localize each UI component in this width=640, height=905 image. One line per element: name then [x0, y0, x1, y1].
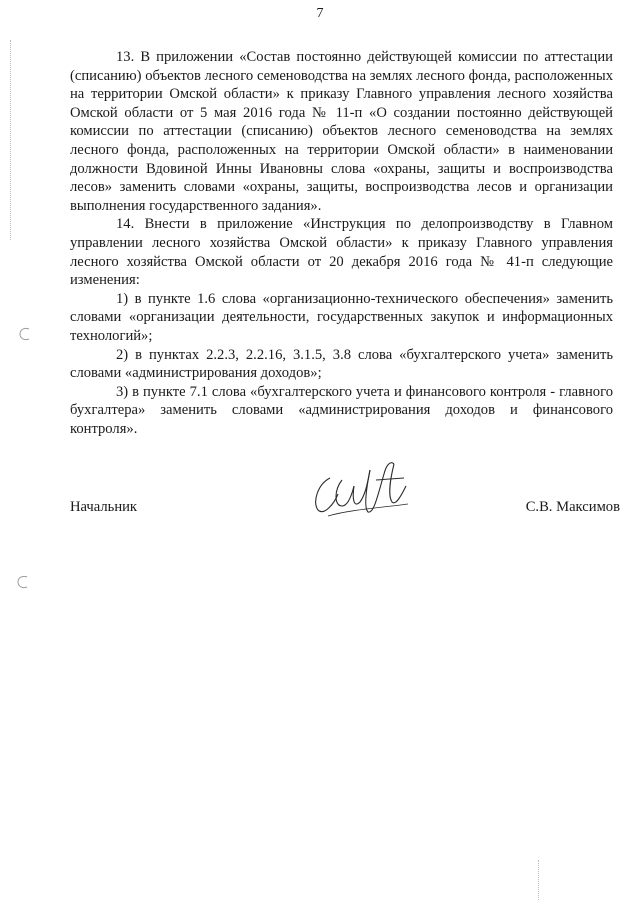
list-item-2: 2) в пунктах 2.2.3, 2.2.16, 3.1.5, 3.8 слова «бухгалтерского учета» заменить словами «администрирования доходов»; [70, 346, 613, 382]
signatory-position: Начальник [70, 499, 138, 515]
punch-hole-mark [18, 326, 32, 342]
list-item-3: 3) в пункте 7.1 слова «бухгалтерского учета и финансового контроля - главного бухгалтера» заменить словами «администрирования доходов и финансового контроля». [70, 383, 613, 437]
scan-artifact-line [538, 860, 540, 900]
scan-artifact-line [10, 40, 12, 240]
page-number: 7 [316, 6, 324, 21]
list-item-1: 1) в пункте 1.6 слова «организационно-технического обеспечения» заменить словами «организации деятельности, государственных закупок и информационных технологий»; [70, 290, 613, 344]
punch-hole-mark [16, 574, 30, 590]
signatory-name: С.В. Максимов [525, 499, 620, 515]
handwritten-signature [308, 450, 418, 525]
document-body [70, 48, 613, 438]
paragraph-13: 13. В приложении «Состав постоянно действующей комиссии по аттестации (списанию) объектов лесного семеноводства на землях лесного фонда, расположенных на территории Омской области» к приказу Главного управления лесного хозяйства Омской области от 5 мая 2016 года № 11-п «О создании постоянно действующей комиссии по аттестации (списанию) объектов лесного семеноводства на землях лесного фонда, расположенных на территории Омской области» в наименовании должности Вдовиной Инны Ивановны слова «охраны, защиты и воспроизводства лесов» заменить словами «охраны, защиты, воспроизводства лесов и организации выполнения государственного задания». [70, 49, 613, 214]
paragraph-14: 14. Внести в приложение «Инструкция по делопроизводству в Главном управлении лесного хозяйства Омской области» к приказу Главного управления лесного хозяйства Омской области от 20 декабря 2016 года № 41-п следующие изменения: [70, 216, 613, 289]
